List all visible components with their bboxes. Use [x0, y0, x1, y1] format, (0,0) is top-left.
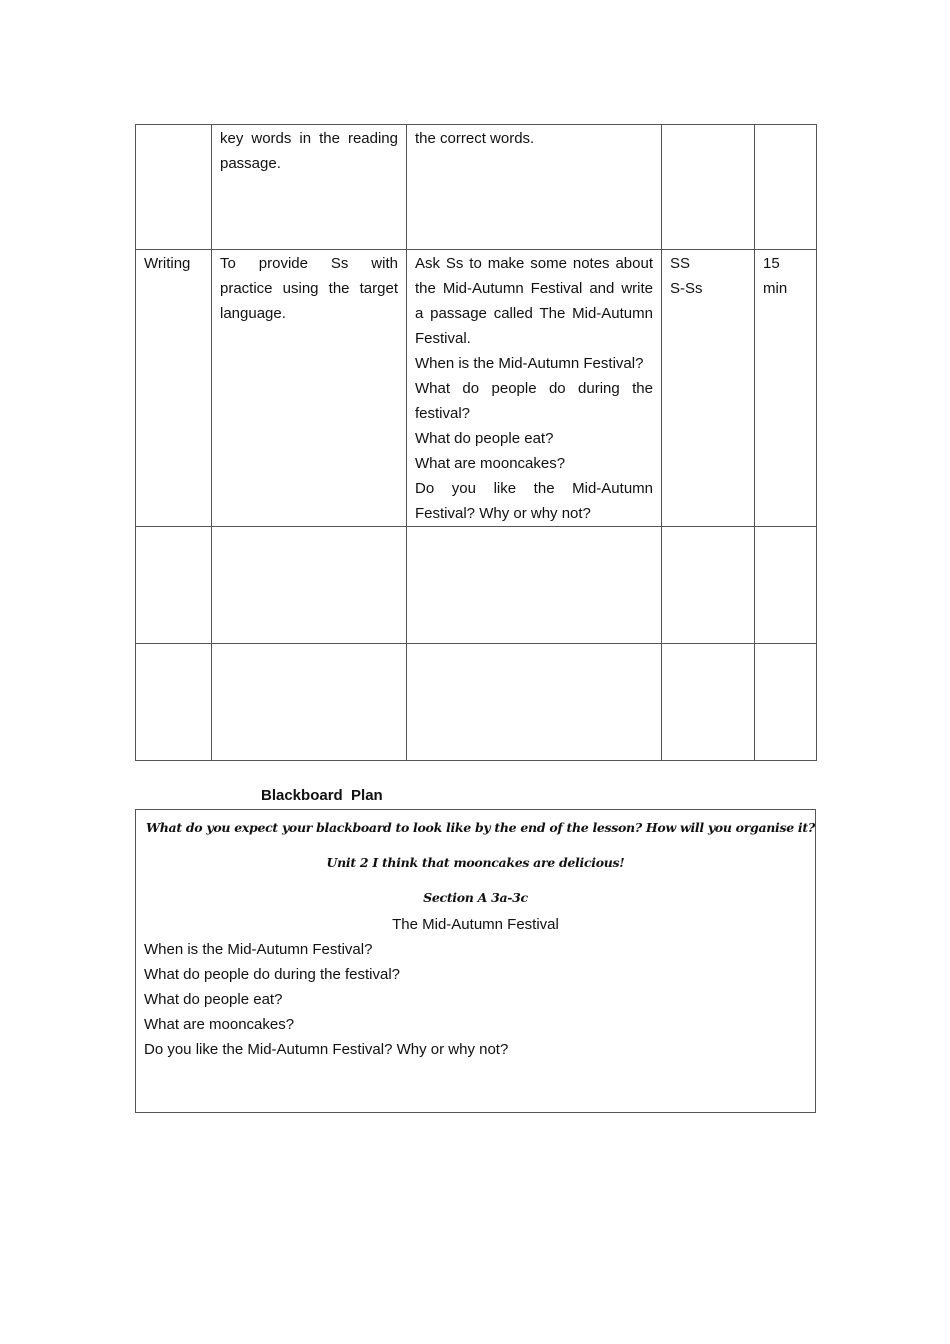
table-row	[136, 250, 817, 527]
interaction-cell	[662, 527, 755, 644]
procedure-line: the correct words.	[415, 130, 535, 147]
aim-cell	[212, 644, 407, 761]
stage-cell	[136, 527, 212, 644]
blackboard-question-line: What are mooncakes?	[144, 1016, 295, 1033]
aim-cell: key words in the reading passage.	[212, 125, 407, 250]
procedure-cell	[407, 644, 662, 761]
blackboard-plan-box	[135, 809, 816, 1113]
blackboard-title: The Mid-Autumn Festival	[392, 916, 559, 933]
table-row	[136, 644, 817, 761]
procedure-cell	[407, 527, 662, 644]
blackboard-question-line: What do people eat?	[144, 991, 283, 1008]
procedure-line: Ask Ss to make some notes about the Mid-Autumn Festival and write a passage called The Mid-Autumn Festival.	[415, 255, 653, 347]
procedure-line: Do you like the Mid-Autumn Festival? Why or why not?	[415, 480, 653, 522]
interaction-line: S-Ss	[670, 280, 703, 297]
interaction-line: SS	[670, 255, 691, 272]
time-line: 15	[763, 255, 780, 272]
interaction-cell	[662, 644, 755, 761]
time-cell	[755, 250, 817, 527]
stage-cell	[136, 644, 212, 761]
blackboard-prompt: What do you expect your blackboard to look like by the end of the lesson? How will you organise it?	[146, 820, 815, 835]
procedure-cell	[407, 125, 662, 250]
time-cell	[755, 125, 817, 250]
blackboard-question-line: When is the Mid-Autumn Festival?	[144, 941, 373, 958]
procedure-cell	[407, 250, 662, 527]
stage-cell	[136, 125, 212, 250]
aim-cell: To provide Ss with practice using the target language.	[212, 250, 407, 527]
procedure-line: When is the Mid-Autumn Festival?	[415, 355, 644, 372]
interaction-cell	[662, 250, 755, 527]
blackboard-question-line: What do people do during the festival?	[144, 966, 401, 983]
time-line: min	[763, 280, 788, 297]
unit-title: Unit 2 I think that mooncakes are delicious!	[326, 855, 625, 870]
blackboard-question-line: Do you like the Mid-Autumn Festival? Why or why not?	[144, 1041, 509, 1058]
procedure-line: What are mooncakes?	[415, 455, 566, 472]
table-row	[136, 125, 817, 250]
procedure-line: What do people eat?	[415, 430, 554, 447]
time-cell	[755, 527, 817, 644]
procedure-line: What do people do during the festival?	[415, 380, 653, 422]
interaction-cell	[662, 125, 755, 250]
time-cell	[755, 644, 817, 761]
lesson-procedure-table	[135, 124, 817, 761]
table-row	[136, 527, 817, 644]
blackboard-plan-heading: Blackboard Plan	[261, 787, 383, 804]
section-title: Section A 3a-3c	[423, 890, 528, 905]
blackboard-questions	[144, 937, 508, 1062]
stage-cell: Writing	[136, 250, 212, 527]
aim-cell	[212, 527, 407, 644]
